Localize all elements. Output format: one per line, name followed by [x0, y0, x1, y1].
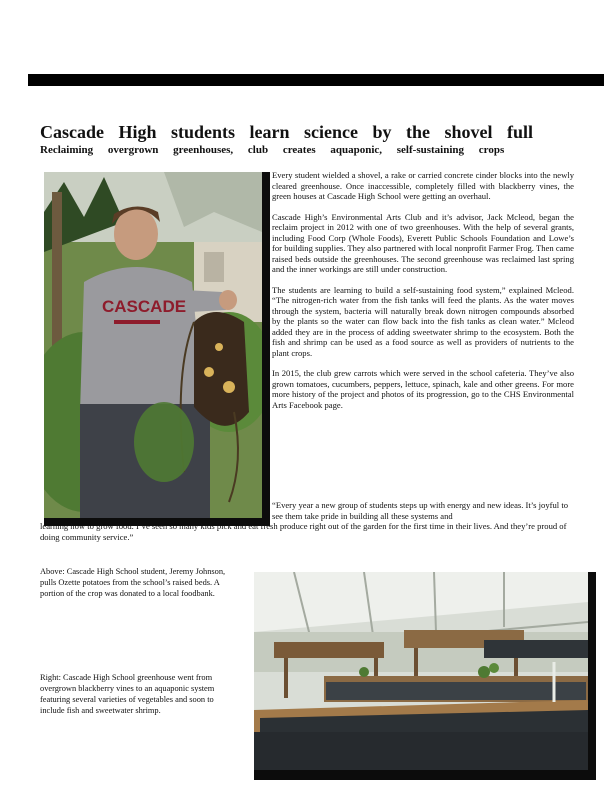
article-paragraph: The students are learning to build a self-sustaining food system,” explained Mcleod. “The nitrogen-rich water from the fish tanks will feed the plants. As the water moves through the system, bacteria will naturally break down nitrogen compounds absorbed by the plants so the water can flow back into the fish tanks as clean water.” Mcleod added they are in the process of adding sweetwater shrimp to the ecosystem. Both the fish and shrimp can be used as a food source as well as providers of nutrients to the plant crops.	[272, 284, 574, 358]
greenhouse-photo-frame	[254, 572, 596, 780]
shirt-text: CASCADE	[102, 297, 187, 316]
article-paragraph: In 2015, the club grew carrots which were served in the school cafeteria. They’ve also grown tomatoes, cucumbers, peppers, lettuce, spinach, kale and other greens. For more more history of the project and photos of its progression, go to the CHS Environmental Arts Facebook page.	[272, 368, 574, 410]
article-paragraph: Every student wielded a shovel, a rake or carried concrete cinder blocks into the newly cleared greenhouse. Once inaccessible, completely filled with blackberry vines, the green houses at Cascade High School were getting an overhaul.	[272, 170, 574, 201]
caption-above: Above: Cascade High School student, Jeremy Johnson, pulls Ozette potatoes from the school’s raised beds. A portion of the crop was donated to a local foodbank.	[40, 567, 226, 598]
headline: Cascade High students learn science by the shovel full	[40, 122, 534, 142]
greenhouse-photo	[254, 572, 588, 770]
top-rule	[28, 74, 604, 86]
quote-lead: “Every year a new group of students steps up with energy and new ideas. It’s joyful to see them take pride in building all these systems and	[272, 500, 569, 521]
quote-rest: learning how to grow food. I’ve seen so many kids pick and eat fresh produce right out of the garden for the first time in their lives. And they’re proud of doing community service.”	[40, 521, 567, 542]
quote-paragraph	[40, 500, 580, 542]
shirt-shape	[80, 267, 204, 412]
article-paragraph: Cascade High’s Environmental Arts Club and it’s advisor, Jack Mcleod, began the reclaim project in 2012 with one of two greenhouses. With the help of several grants, including Food Corp (Whole Foods), Everett Public Schools Foundation and Lowe’s for building supplies. They also partnered with local nonprofit Farmer Frog. Then came raised beds outside the greenhouses. The second greenhouse was reclaimed last spring and the inner workings are still under construction.	[272, 211, 574, 274]
subheadline: Reclaiming overgrown greenhouses, club creates aquaponic, self-sustaining crops	[40, 144, 505, 156]
caption-right: Right: Cascade High School greenhouse went from overgrown blackberry vines to an aquaponic system featuring several varieties of vegetables and soon to include fish and sweetwater shrimp.	[40, 673, 215, 715]
student-photo	[44, 172, 262, 518]
article-body	[272, 170, 574, 420]
student-photo-frame	[44, 172, 270, 526]
